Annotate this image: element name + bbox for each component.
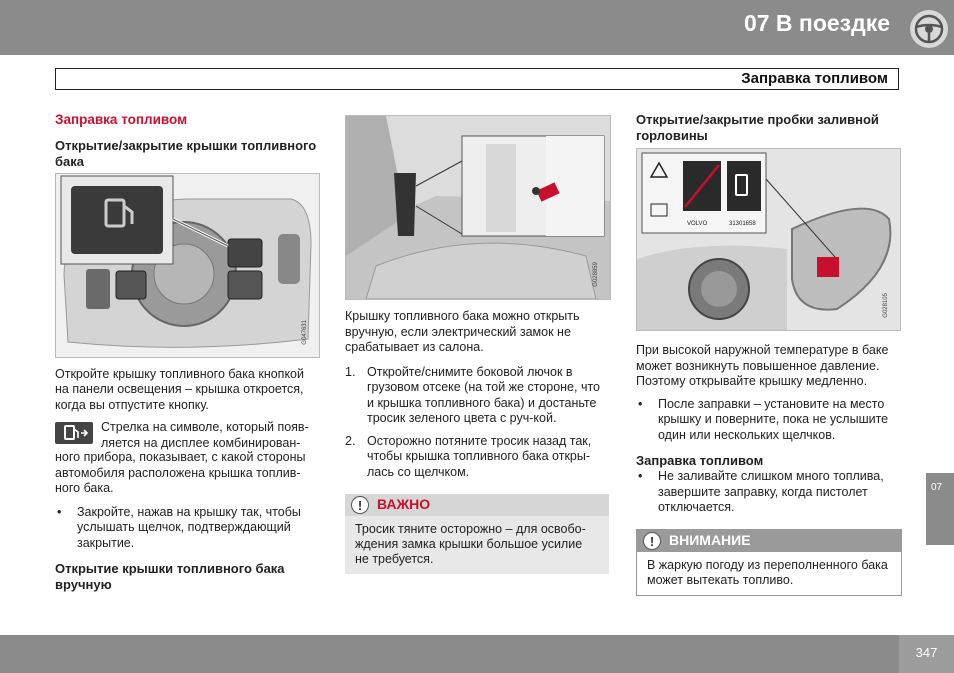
important-box xyxy=(345,494,609,574)
steps-list xyxy=(345,365,610,481)
section-bar xyxy=(55,68,899,90)
warning-text: В жаркую погоду из переполненного бака может вытекать топливо. xyxy=(637,552,901,595)
step-item: 1. Откройте/снимите боковой лючок в грузовом отсеке (на той же стороне, что и крышка топливного бака) и достаньте тросик зеленого цвета с руч-кой. xyxy=(345,364,600,425)
chapter-side-tab: 07 xyxy=(926,473,954,545)
label-code: 31301658 xyxy=(729,221,756,227)
filler-cap-illustration xyxy=(636,148,901,331)
header-bar xyxy=(0,0,954,55)
chapter-title: 07 В поездке xyxy=(743,10,890,36)
symbol-description-part-a: Стрелка на символе, который появ-ляется на дисплее комбинирован- xyxy=(101,420,309,450)
bullet-close-flap: • Закройте, нажав на крышку так, чтобы услышать щелчок, подтверждающий закрытие. xyxy=(55,505,320,552)
paragraph: При высокой наружной температуре в баке может возникнуть повышенное давление. Поэтому открывайте крышку медленно. xyxy=(636,343,889,388)
important-label: ВАЖНО xyxy=(377,496,431,512)
image-code: G047631 xyxy=(301,319,308,345)
bullet-dont-overfill: • Не заливайте слишком много топлива, завершите заправку, когда пистолет отключается. xyxy=(636,469,901,516)
paragraph: Крышку топливного бака можно открыть вручную, если электрический замок не срабатывает из салона. xyxy=(345,309,580,354)
column-3 xyxy=(636,112,901,596)
fuel-arrow-symbol-icon xyxy=(55,422,93,444)
light-panel-illustration xyxy=(55,173,320,358)
column-2 xyxy=(345,112,610,574)
page-number: 347 xyxy=(899,635,954,673)
footer-bar xyxy=(0,635,954,673)
image-code: G028859 xyxy=(592,262,599,287)
steering-wheel-icon xyxy=(910,10,948,48)
step-item: 2. Осторожно потяните тросик назад так, чтобы крышка топливного бака откры-лась со щелчком. xyxy=(345,433,592,479)
bullet-install-cap: • После заправки – установите на место крышку и поверните, пока не услышите один или нескольких щелчков. xyxy=(636,397,901,444)
paragraph: Откройте крышку топливного бака кнопкой на панели освещения – крышка откроется, когда вы отпустите кнопку. xyxy=(55,366,304,412)
warning-label: ВНИМАНИЕ xyxy=(669,531,751,548)
warning-box xyxy=(636,529,902,596)
exclamation-icon: ! xyxy=(643,532,661,550)
subheading-manual-open: Открытие крышки топливного бака вручную xyxy=(55,561,285,592)
column-1 xyxy=(55,112,320,593)
image-code: G028105 xyxy=(882,293,889,318)
important-text: Тросик тяните осторожно – для освобо-ждения замка крышки большое усилие не требуется. xyxy=(355,522,586,566)
section-heading: Заправка топливом xyxy=(55,112,188,127)
subheading-filler-cap: Открытие/закрытие пробки заливной горловины xyxy=(636,112,879,143)
section-title: Заправка топливом xyxy=(741,70,888,87)
symbol-description-part-b: ного прибора, показывает, с какой стороны автомобиля расположена крышка топлив-ного бака. xyxy=(55,450,306,495)
cargo-area-illustration xyxy=(345,115,611,300)
subheading-fuel-flap: Открытие/закрытие крышки топливного бака xyxy=(55,137,317,169)
label-brand: VOLVO xyxy=(687,221,708,227)
subheading-refuel: Заправка топливом xyxy=(636,453,764,468)
exclamation-icon: ! xyxy=(351,496,369,514)
